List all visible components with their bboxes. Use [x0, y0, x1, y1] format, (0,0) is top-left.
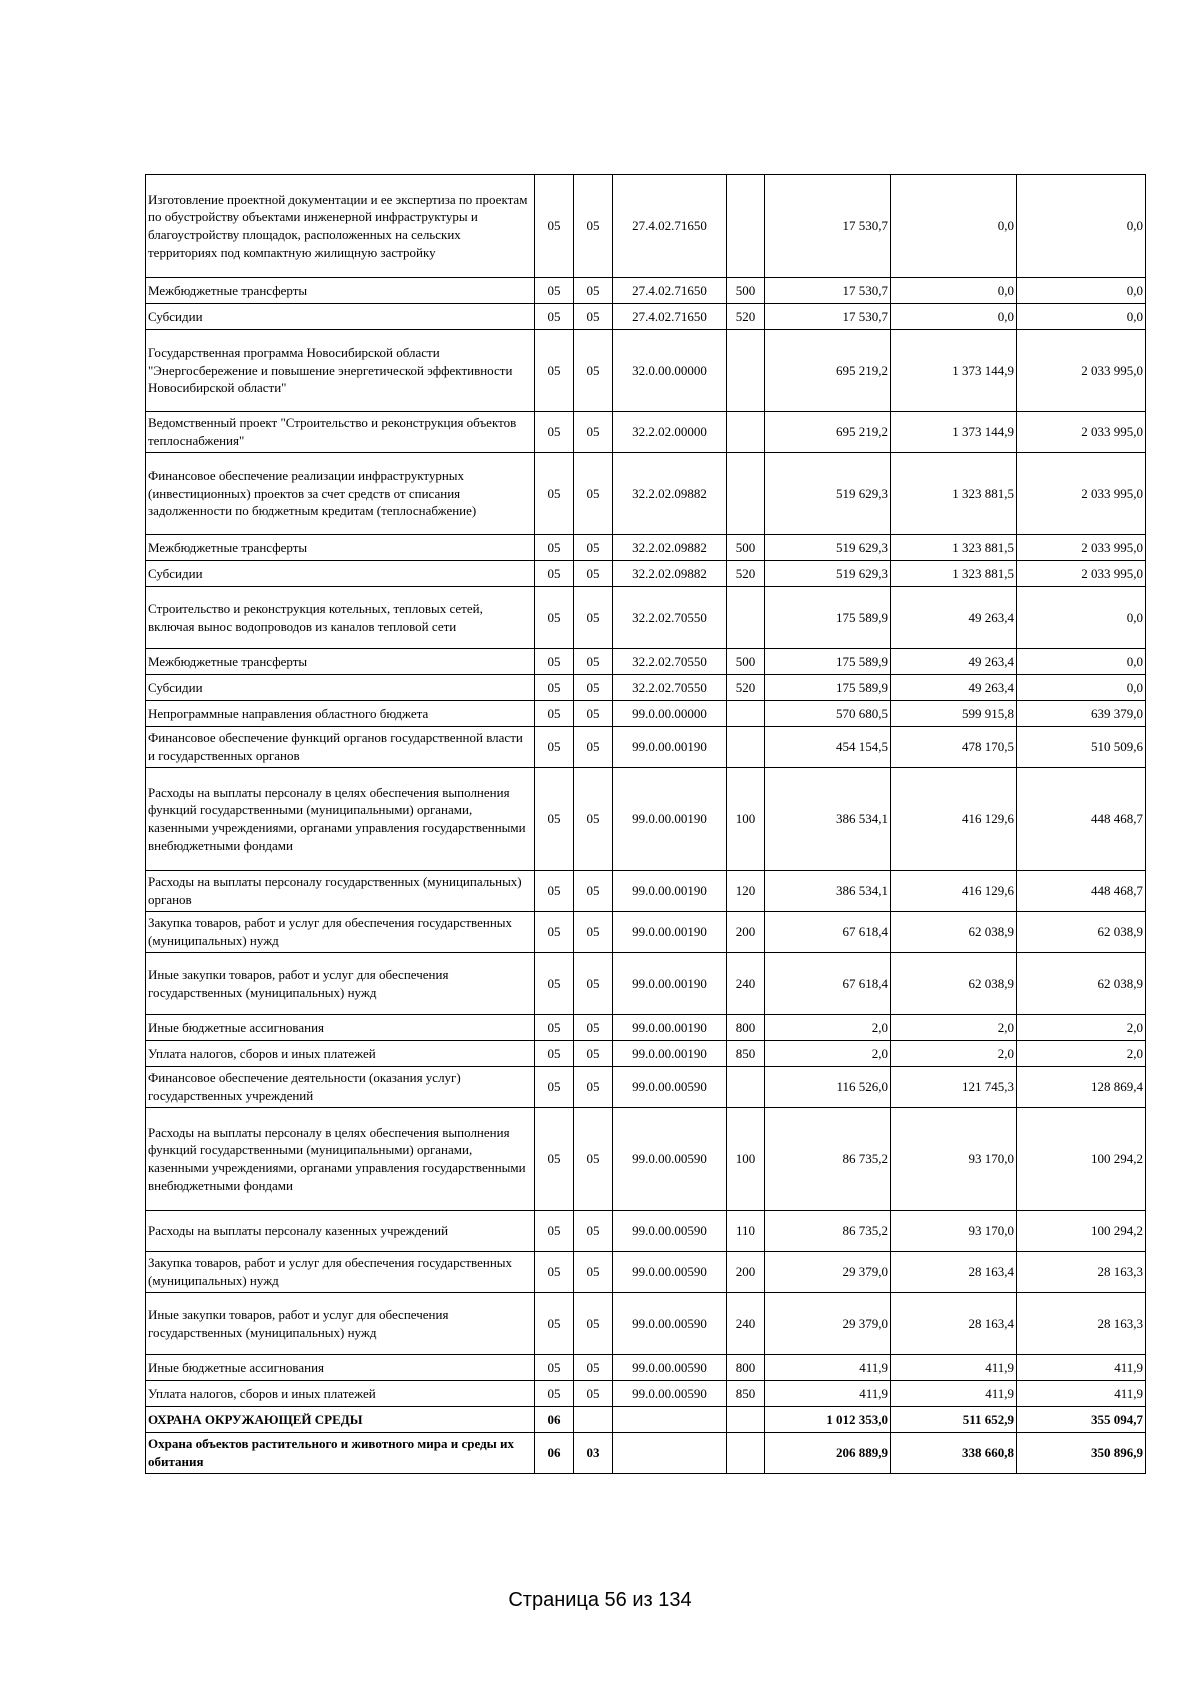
expense-type-cell: 500	[727, 649, 765, 675]
amount-year1-cell: 29 379,0	[765, 1293, 891, 1355]
amount-year1-cell: 206 889,9	[765, 1433, 891, 1474]
expense-type-cell	[727, 727, 765, 768]
expense-type-cell: 100	[727, 768, 765, 871]
expense-type-cell: 120	[727, 871, 765, 912]
amount-year2-cell: 28 163,4	[891, 1252, 1017, 1293]
amount-year3-cell: 2 033 995,0	[1017, 535, 1146, 561]
amount-year3-cell: 2,0	[1017, 1015, 1146, 1041]
amount-year3-cell: 28 163,3	[1017, 1252, 1146, 1293]
amount-year3-cell: 2 033 995,0	[1017, 330, 1146, 412]
subsection-code-cell: 03	[574, 1433, 613, 1474]
amount-year2-cell: 1 323 881,5	[891, 535, 1017, 561]
table-row	[146, 1293, 1146, 1355]
table-row	[146, 727, 1146, 768]
section-code-cell: 05	[535, 701, 574, 727]
amount-year2-cell: 599 915,8	[891, 701, 1017, 727]
section-code-cell: 05	[535, 1355, 574, 1381]
section-code-cell: 05	[535, 953, 574, 1015]
target-article-cell: 99.0.00.00590	[613, 1355, 727, 1381]
expense-type-cell: 850	[727, 1041, 765, 1067]
amount-year3-cell: 128 869,4	[1017, 1067, 1146, 1108]
amount-year3-cell: 62 038,9	[1017, 953, 1146, 1015]
amount-year1-cell: 519 629,3	[765, 453, 891, 535]
amount-year3-cell: 28 163,3	[1017, 1293, 1146, 1355]
expense-type-cell: 850	[727, 1381, 765, 1407]
amount-year1-cell: 2,0	[765, 1015, 891, 1041]
expense-type-cell: 110	[727, 1211, 765, 1252]
expense-type-cell: 200	[727, 1252, 765, 1293]
amount-year1-cell: 17 530,7	[765, 175, 891, 278]
expense-type-cell	[727, 453, 765, 535]
section-code-cell: 05	[535, 304, 574, 330]
amount-year2-cell: 411,9	[891, 1355, 1017, 1381]
expense-type-cell	[727, 1407, 765, 1433]
section-code-cell: 05	[535, 727, 574, 768]
amount-year2-cell: 49 263,4	[891, 675, 1017, 701]
table-row	[146, 278, 1146, 304]
subsection-code-cell: 05	[574, 453, 613, 535]
amount-year1-cell: 519 629,3	[765, 561, 891, 587]
amount-year2-cell: 28 163,4	[891, 1293, 1017, 1355]
table-row	[146, 1355, 1146, 1381]
target-article-cell: 99.0.00.00190	[613, 871, 727, 912]
amount-year2-cell: 478 170,5	[891, 727, 1017, 768]
amount-year3-cell: 2,0	[1017, 1041, 1146, 1067]
amount-year3-cell: 2 033 995,0	[1017, 453, 1146, 535]
expense-type-cell	[727, 175, 765, 278]
table-row	[146, 175, 1146, 278]
amount-year2-cell: 93 170,0	[891, 1108, 1017, 1211]
amount-year1-cell: 570 680,5	[765, 701, 891, 727]
amount-year1-cell: 1 012 353,0	[765, 1407, 891, 1433]
table-row	[146, 649, 1146, 675]
subsection-code-cell: 05	[574, 727, 613, 768]
subsection-code-cell: 05	[574, 953, 613, 1015]
section-code-cell: 05	[535, 587, 574, 649]
amount-year2-cell: 416 129,6	[891, 871, 1017, 912]
expense-name-cell: Ведомственный проект "Строительство и реконструкция объектов теплоснабжения"	[146, 412, 535, 453]
expense-name-cell: Охрана объектов растительного и животного мира и среды их обитания	[146, 1433, 535, 1474]
target-article-cell: 32.2.02.00000	[613, 412, 727, 453]
amount-year2-cell: 416 129,6	[891, 768, 1017, 871]
table-row	[146, 1108, 1146, 1211]
amount-year3-cell: 0,0	[1017, 278, 1146, 304]
amount-year3-cell: 0,0	[1017, 649, 1146, 675]
target-article-cell: 99.0.00.00590	[613, 1108, 727, 1211]
target-article-cell: 27.4.02.71650	[613, 278, 727, 304]
amount-year3-cell: 0,0	[1017, 587, 1146, 649]
subsection-code-cell: 05	[574, 304, 613, 330]
table-row	[146, 701, 1146, 727]
expense-name-cell: Иные бюджетные ассигнования	[146, 1355, 535, 1381]
amount-year2-cell: 49 263,4	[891, 649, 1017, 675]
amount-year3-cell: 355 094,7	[1017, 1407, 1146, 1433]
subsection-code-cell: 05	[574, 1041, 613, 1067]
target-article-cell: 99.0.00.00190	[613, 912, 727, 953]
expense-name-cell: Расходы на выплаты персоналу казенных учреждений	[146, 1211, 535, 1252]
table-row	[146, 561, 1146, 587]
target-article-cell: 99.0.00.00190	[613, 768, 727, 871]
amount-year2-cell: 49 263,4	[891, 587, 1017, 649]
expense-name-cell: Субсидии	[146, 675, 535, 701]
section-code-cell: 05	[535, 1381, 574, 1407]
subsection-code-cell: 05	[574, 768, 613, 871]
subsection-code-cell: 05	[574, 1015, 613, 1041]
section-code-cell: 05	[535, 1015, 574, 1041]
expense-name-cell: Межбюджетные трансферты	[146, 278, 535, 304]
amount-year2-cell: 1 373 144,9	[891, 412, 1017, 453]
section-code-cell: 05	[535, 1211, 574, 1252]
expense-type-cell: 240	[727, 953, 765, 1015]
expense-type-cell	[727, 701, 765, 727]
section-code-cell: 05	[535, 1252, 574, 1293]
target-article-cell: 27.4.02.71650	[613, 304, 727, 330]
target-article-cell: 99.0.00.00190	[613, 727, 727, 768]
amount-year1-cell: 86 735,2	[765, 1211, 891, 1252]
expense-type-cell: 800	[727, 1015, 765, 1041]
expense-name-cell: Непрограммные направления областного бюджета	[146, 701, 535, 727]
expense-name-cell: Закупка товаров, работ и услуг для обеспечения государственных (муниципальных) нужд	[146, 1252, 535, 1293]
subsection-code-cell: 05	[574, 1252, 613, 1293]
amount-year1-cell: 116 526,0	[765, 1067, 891, 1108]
subsection-code-cell: 05	[574, 1067, 613, 1108]
amount-year2-cell: 411,9	[891, 1381, 1017, 1407]
amount-year3-cell: 0,0	[1017, 175, 1146, 278]
table-row	[146, 1407, 1146, 1433]
amount-year1-cell: 175 589,9	[765, 675, 891, 701]
subsection-code-cell: 05	[574, 1381, 613, 1407]
amount-year1-cell: 175 589,9	[765, 649, 891, 675]
expense-type-cell	[727, 1067, 765, 1108]
section-code-cell: 05	[535, 561, 574, 587]
budget-table	[145, 174, 1146, 1474]
amount-year1-cell: 454 154,5	[765, 727, 891, 768]
expense-type-cell: 520	[727, 561, 765, 587]
target-article-cell: 32.2.02.09882	[613, 453, 727, 535]
table-row	[146, 412, 1146, 453]
target-article-cell: 99.0.00.00590	[613, 1293, 727, 1355]
amount-year3-cell: 448 468,7	[1017, 871, 1146, 912]
table-row	[146, 953, 1146, 1015]
target-article-cell: 32.0.00.00000	[613, 330, 727, 412]
target-article-cell: 32.2.02.09882	[613, 535, 727, 561]
expense-name-cell: Межбюджетные трансферты	[146, 535, 535, 561]
subsection-code-cell: 05	[574, 1211, 613, 1252]
target-article-cell: 32.2.02.70550	[613, 649, 727, 675]
section-code-cell: 05	[535, 1067, 574, 1108]
section-code-cell: 05	[535, 175, 574, 278]
target-article-cell	[613, 1407, 727, 1433]
expense-name-cell: Уплата налогов, сборов и иных платежей	[146, 1381, 535, 1407]
section-code-cell: 05	[535, 278, 574, 304]
section-code-cell: 06	[535, 1407, 574, 1433]
expense-type-cell: 500	[727, 278, 765, 304]
expense-name-cell: ОХРАНА ОКРУЖАЮЩЕЙ СРЕДЫ	[146, 1407, 535, 1433]
amount-year1-cell: 17 530,7	[765, 304, 891, 330]
subsection-code-cell: 05	[574, 412, 613, 453]
table-row	[146, 453, 1146, 535]
section-code-cell: 05	[535, 1041, 574, 1067]
subsection-code-cell: 05	[574, 330, 613, 412]
amount-year2-cell: 338 660,8	[891, 1433, 1017, 1474]
section-code-cell: 05	[535, 330, 574, 412]
amount-year2-cell: 1 323 881,5	[891, 453, 1017, 535]
section-code-cell: 05	[535, 912, 574, 953]
expense-type-cell	[727, 587, 765, 649]
expense-type-cell: 200	[727, 912, 765, 953]
target-article-cell: 32.2.02.09882	[613, 561, 727, 587]
expense-name-cell: Финансовое обеспечение деятельности (оказания услуг) государственных учреждений	[146, 1067, 535, 1108]
target-article-cell: 99.0.00.00590	[613, 1252, 727, 1293]
expense-type-cell: 800	[727, 1355, 765, 1381]
expense-type-cell	[727, 412, 765, 453]
expense-type-cell: 500	[727, 535, 765, 561]
table-row	[146, 587, 1146, 649]
expense-name-cell: Субсидии	[146, 561, 535, 587]
expense-name-cell: Иные закупки товаров, работ и услуг для обеспечения государственных (муниципальных) нужд	[146, 953, 535, 1015]
subsection-code-cell: 05	[574, 912, 613, 953]
amount-year3-cell: 411,9	[1017, 1355, 1146, 1381]
subsection-code-cell: 05	[574, 561, 613, 587]
target-article-cell	[613, 1433, 727, 1474]
section-code-cell: 05	[535, 649, 574, 675]
amount-year2-cell: 121 745,3	[891, 1067, 1017, 1108]
table-row	[146, 304, 1146, 330]
amount-year1-cell: 386 534,1	[765, 871, 891, 912]
amount-year1-cell: 29 379,0	[765, 1252, 891, 1293]
expense-type-cell	[727, 1433, 765, 1474]
expense-name-cell: Межбюджетные трансферты	[146, 649, 535, 675]
table-row	[146, 675, 1146, 701]
expense-name-cell: Уплата налогов, сборов и иных платежей	[146, 1041, 535, 1067]
amount-year1-cell: 695 219,2	[765, 330, 891, 412]
subsection-code-cell: 05	[574, 871, 613, 912]
amount-year3-cell: 411,9	[1017, 1381, 1146, 1407]
amount-year2-cell: 0,0	[891, 175, 1017, 278]
subsection-code-cell: 05	[574, 1108, 613, 1211]
table-row	[146, 912, 1146, 953]
target-article-cell: 99.0.00.00590	[613, 1067, 727, 1108]
amount-year1-cell: 67 618,4	[765, 953, 891, 1015]
amount-year2-cell: 93 170,0	[891, 1211, 1017, 1252]
amount-year1-cell: 67 618,4	[765, 912, 891, 953]
section-code-cell: 05	[535, 453, 574, 535]
subsection-code-cell: 05	[574, 175, 613, 278]
subsection-code-cell: 05	[574, 649, 613, 675]
expense-name-cell: Изготовление проектной документации и ее экспертиза по проектам по обустройству объектами инженерной инфраструктуры и благоустройству площадок, расположенных на сельских территориях под компактную жилищную застройку	[146, 175, 535, 278]
amount-year3-cell: 2 033 995,0	[1017, 561, 1146, 587]
section-code-cell: 05	[535, 675, 574, 701]
amount-year1-cell: 2,0	[765, 1041, 891, 1067]
table-row	[146, 768, 1146, 871]
target-article-cell: 99.0.00.00190	[613, 1041, 727, 1067]
section-code-cell: 05	[535, 1293, 574, 1355]
table-row	[146, 1015, 1146, 1041]
table-row	[146, 1381, 1146, 1407]
target-article-cell: 99.0.00.00190	[613, 1015, 727, 1041]
table-row	[146, 1252, 1146, 1293]
expense-type-cell: 520	[727, 304, 765, 330]
amount-year3-cell: 0,0	[1017, 675, 1146, 701]
amount-year1-cell: 695 219,2	[765, 412, 891, 453]
expense-name-cell: Иные закупки товаров, работ и услуг для обеспечения государственных (муниципальных) нужд	[146, 1293, 535, 1355]
amount-year2-cell: 0,0	[891, 304, 1017, 330]
amount-year3-cell: 448 468,7	[1017, 768, 1146, 871]
subsection-code-cell: 05	[574, 675, 613, 701]
expense-type-cell: 100	[727, 1108, 765, 1211]
amount-year2-cell: 511 652,9	[891, 1407, 1017, 1433]
amount-year3-cell: 2 033 995,0	[1017, 412, 1146, 453]
page-number: Страница 56 из 134	[508, 1589, 692, 1611]
table-row	[146, 1211, 1146, 1252]
expense-name-cell: Закупка товаров, работ и услуг для обеспечения государственных (муниципальных) нужд	[146, 912, 535, 953]
subsection-code-cell: 05	[574, 1355, 613, 1381]
table-row	[146, 330, 1146, 412]
expense-type-cell	[727, 330, 765, 412]
table-row	[146, 871, 1146, 912]
budget-table-body	[146, 175, 1146, 1474]
amount-year3-cell: 100 294,2	[1017, 1108, 1146, 1211]
expense-type-cell: 240	[727, 1293, 765, 1355]
expense-name-cell: Расходы на выплаты персоналу государственных (муниципальных) органов	[146, 871, 535, 912]
amount-year2-cell: 62 038,9	[891, 953, 1017, 1015]
subsection-code-cell: 05	[574, 701, 613, 727]
section-code-cell: 05	[535, 412, 574, 453]
amount-year1-cell: 86 735,2	[765, 1108, 891, 1211]
target-article-cell: 32.2.02.70550	[613, 587, 727, 649]
expense-name-cell: Государственная программа Новосибирской области "Энергосбережение и повышение энергетической эффективности Новосибирской области"	[146, 330, 535, 412]
expense-name-cell: Финансовое обеспечение реализации инфраструктурных (инвестиционных) проектов за счет средств от списания задолженности по бюджетным кредитам (теплоснабжение)	[146, 453, 535, 535]
amount-year3-cell: 100 294,2	[1017, 1211, 1146, 1252]
expense-name-cell: Расходы на выплаты персоналу в целях обеспечения выполнения функций государственными (муниципальными) органами, казенными учреждениями, органами управления государственными внебюджетными фондами	[146, 1108, 535, 1211]
expense-name-cell: Субсидии	[146, 304, 535, 330]
amount-year2-cell: 62 038,9	[891, 912, 1017, 953]
subsection-code-cell	[574, 1407, 613, 1433]
expense-name-cell: Строительство и реконструкция котельных, тепловых сетей, включая вынос водопроводов из каналов тепловой сети	[146, 587, 535, 649]
section-code-cell: 05	[535, 1108, 574, 1211]
amount-year1-cell: 386 534,1	[765, 768, 891, 871]
amount-year3-cell: 639 379,0	[1017, 701, 1146, 727]
amount-year3-cell: 0,0	[1017, 304, 1146, 330]
target-article-cell: 99.0.00.00590	[613, 1381, 727, 1407]
amount-year1-cell: 175 589,9	[765, 587, 891, 649]
section-code-cell: 06	[535, 1433, 574, 1474]
target-article-cell: 27.4.02.71650	[613, 175, 727, 278]
subsection-code-cell: 05	[574, 278, 613, 304]
section-code-cell: 05	[535, 871, 574, 912]
target-article-cell: 99.0.00.00590	[613, 1211, 727, 1252]
amount-year2-cell: 2,0	[891, 1015, 1017, 1041]
target-article-cell: 99.0.00.00000	[613, 701, 727, 727]
amount-year2-cell: 1 373 144,9	[891, 330, 1017, 412]
section-code-cell: 05	[535, 768, 574, 871]
section-code-cell: 05	[535, 535, 574, 561]
expense-name-cell: Финансовое обеспечение функций органов государственной власти и государственных органов	[146, 727, 535, 768]
table-row	[146, 1433, 1146, 1474]
target-article-cell: 32.2.02.70550	[613, 675, 727, 701]
amount-year2-cell: 0,0	[891, 278, 1017, 304]
amount-year2-cell: 2,0	[891, 1041, 1017, 1067]
amount-year3-cell: 510 509,6	[1017, 727, 1146, 768]
table-row	[146, 1041, 1146, 1067]
amount-year1-cell: 411,9	[765, 1381, 891, 1407]
amount-year1-cell: 17 530,7	[765, 278, 891, 304]
amount-year3-cell: 350 896,9	[1017, 1433, 1146, 1474]
amount-year2-cell: 1 323 881,5	[891, 561, 1017, 587]
table-row	[146, 1067, 1146, 1108]
subsection-code-cell: 05	[574, 1293, 613, 1355]
amount-year1-cell: 519 629,3	[765, 535, 891, 561]
expense-name-cell: Иные бюджетные ассигнования	[146, 1015, 535, 1041]
subsection-code-cell: 05	[574, 535, 613, 561]
target-article-cell: 99.0.00.00190	[613, 953, 727, 1015]
table-row	[146, 535, 1146, 561]
subsection-code-cell: 05	[574, 587, 613, 649]
amount-year3-cell: 62 038,9	[1017, 912, 1146, 953]
expense-type-cell: 520	[727, 675, 765, 701]
expense-name-cell: Расходы на выплаты персоналу в целях обеспечения выполнения функций государственными (муниципальными) органами, казенными учреждениями, органами управления государственными внебюджетными фондами	[146, 768, 535, 871]
amount-year1-cell: 411,9	[765, 1355, 891, 1381]
